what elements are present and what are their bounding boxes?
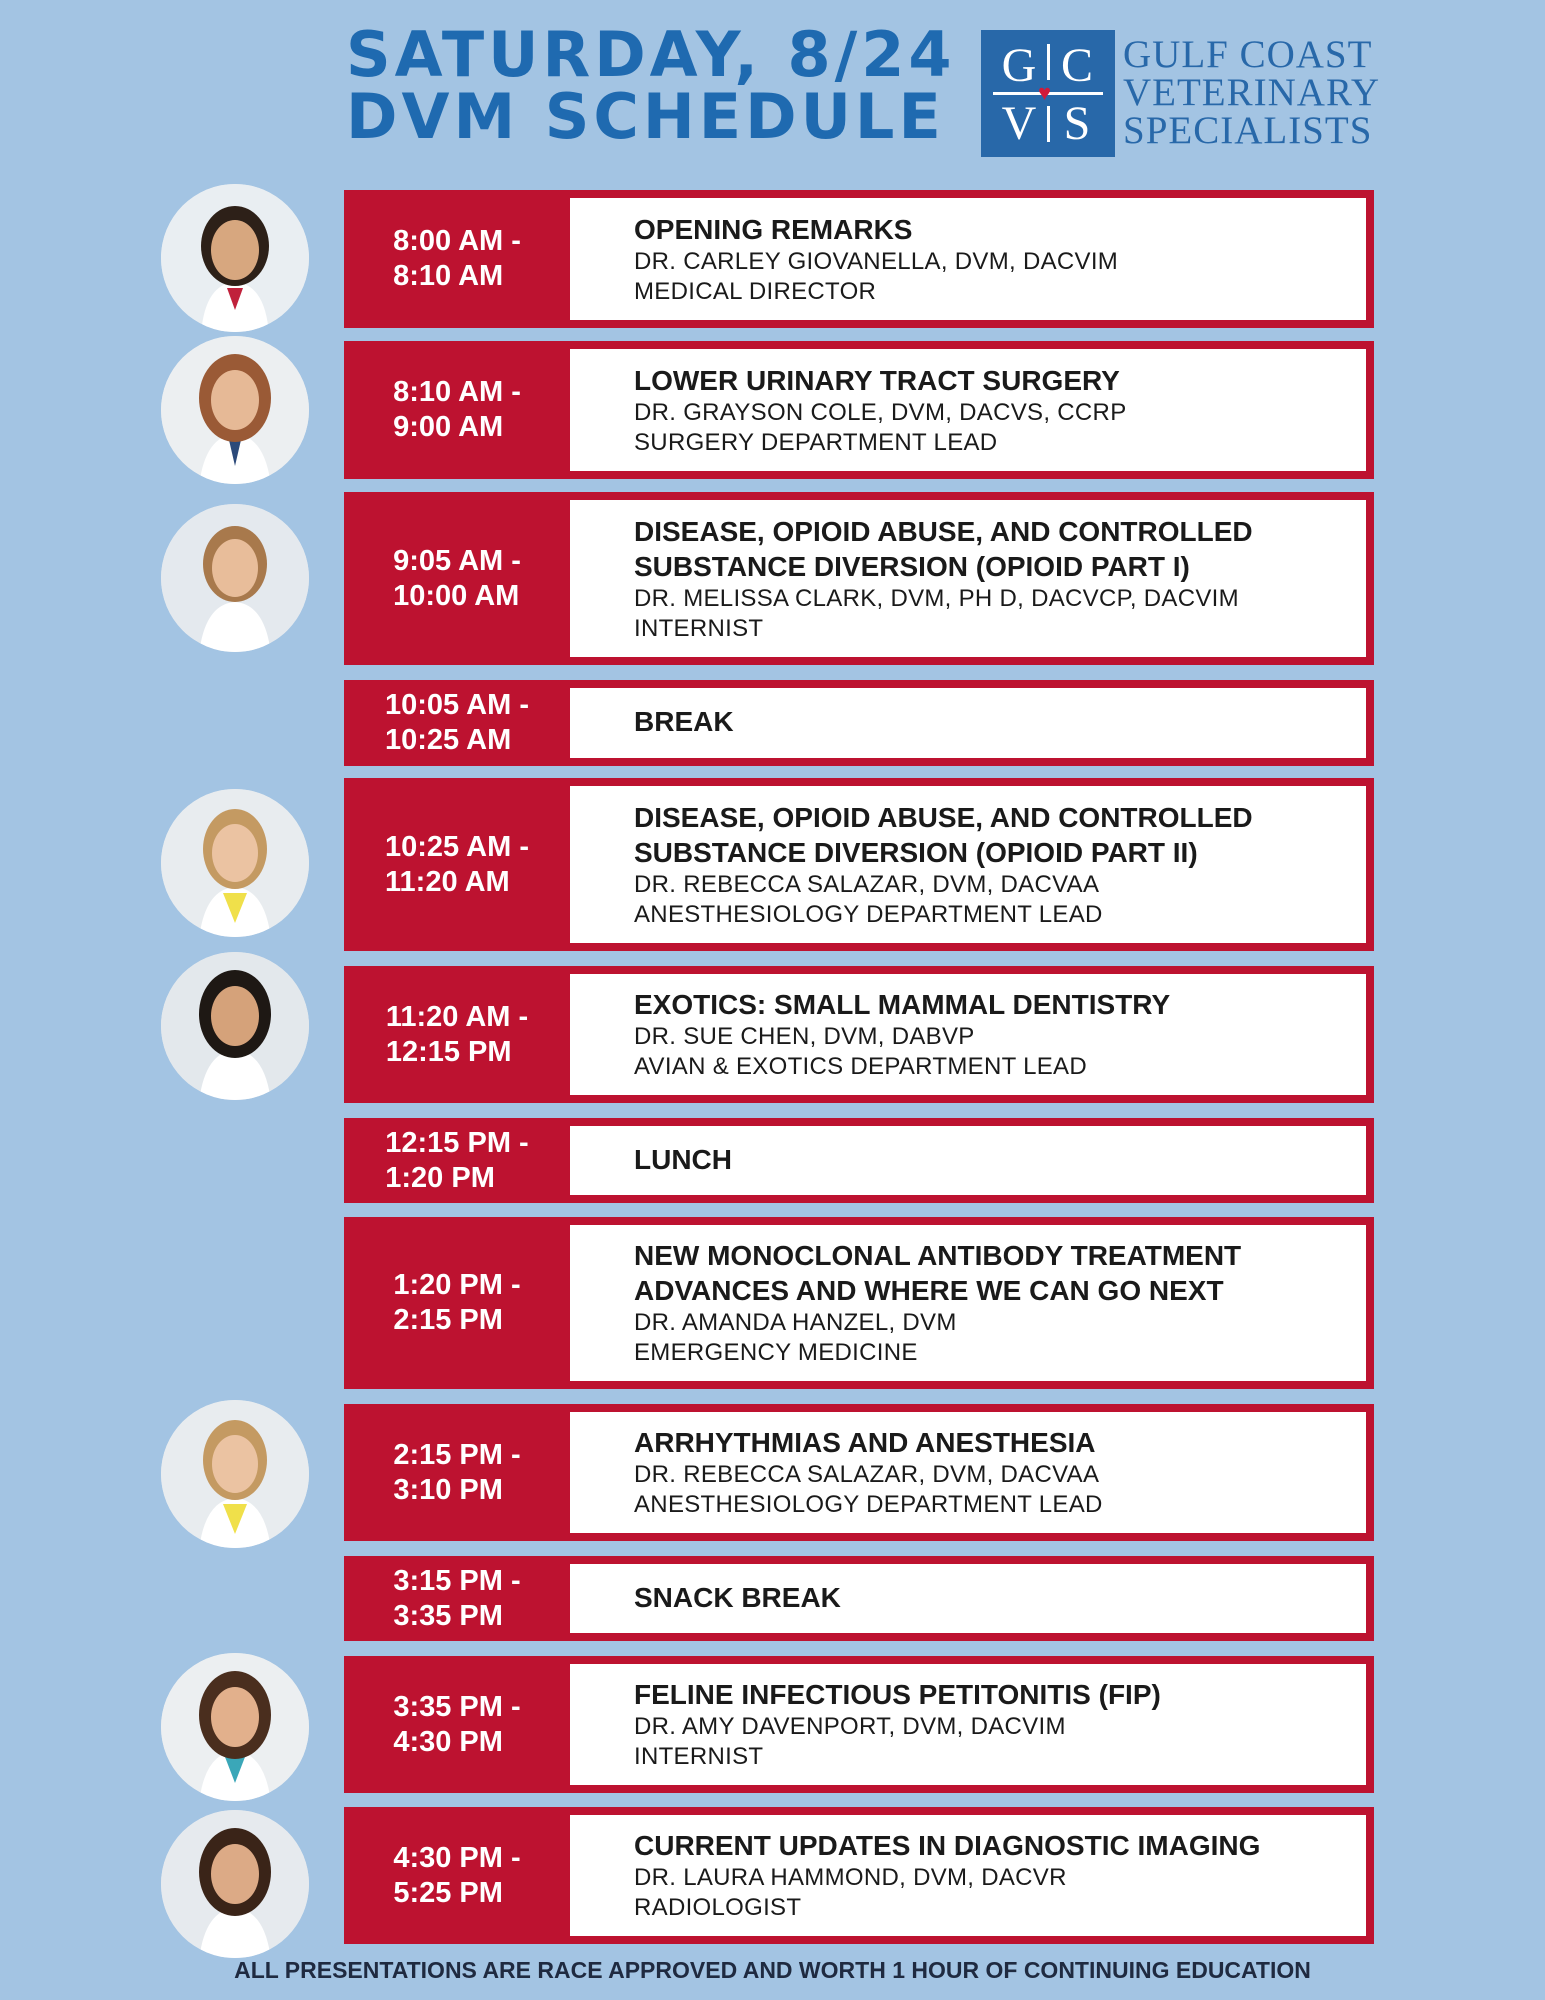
- session-speaker: DR. SUE CHEN, DVM, DABVP: [634, 1023, 975, 1050]
- speaker-role: SURGERY DEPARTMENT LEAD: [634, 428, 998, 456]
- time-start: 10:25 AM -: [385, 830, 529, 863]
- speaker-role: INTERNIST: [634, 614, 764, 642]
- schedule-row: [344, 190, 1374, 328]
- org-name: [1123, 33, 1380, 152]
- time-end: 10:00 AM: [393, 579, 520, 612]
- time-end: 1:20 PM: [385, 1161, 495, 1194]
- session-details: [570, 1664, 1366, 1785]
- speaker-photo: [161, 952, 309, 1100]
- session-time: [344, 341, 570, 479]
- session-speaker: DR. AMANDA HANZEL, DVM: [634, 1309, 957, 1336]
- session-time: [344, 1404, 570, 1541]
- session-title-line-2: SUBSTANCE DIVERSION (OPIOID PART II): [634, 836, 1198, 868]
- session-details: [570, 974, 1366, 1095]
- title-line-2: DVM SCHEDULE: [346, 80, 945, 153]
- session-speaker: DR. REBECCA SALAZAR, DVM, DACVAA: [634, 870, 1100, 898]
- time-start: 4:30 PM -: [393, 1841, 521, 1874]
- time-end: 2:15 PM: [393, 1304, 503, 1336]
- logo-letter-g: G: [1001, 39, 1037, 92]
- session-speaker: DR. LAURA HAMMOND, DVM, DACVR: [634, 1864, 1067, 1891]
- schedule-row: [344, 1807, 1374, 1944]
- session-time: [344, 778, 570, 951]
- session-time: [344, 1656, 570, 1793]
- session-time: [344, 1807, 570, 1944]
- time-start: 2:15 PM -: [393, 1438, 521, 1471]
- speaker-photo: [161, 336, 309, 484]
- session-details: [570, 500, 1366, 657]
- session-details: [570, 1412, 1366, 1533]
- heart-icon: ♥: [1038, 80, 1052, 105]
- speaker-role: ANESTHESIOLOGY DEPARTMENT LEAD: [634, 900, 1103, 928]
- gcvs-logo: [981, 30, 1115, 157]
- schedule-row: [344, 778, 1374, 951]
- session-title: LOWER URINARY TRACT SURGERY: [634, 364, 1120, 396]
- org-name-line-3: SPECIALISTS: [1123, 109, 1373, 152]
- session-details: [570, 1815, 1366, 1936]
- time-end: 11:20 AM: [385, 865, 510, 898]
- page-title: [346, 18, 956, 153]
- time-start: 9:05 AM -: [393, 544, 521, 577]
- session-time: [344, 1217, 570, 1389]
- session-details: [570, 688, 1366, 758]
- session-time: [344, 1556, 570, 1641]
- session-time: [344, 966, 570, 1103]
- session-details: [570, 349, 1366, 471]
- session-time: [344, 680, 570, 766]
- schedule-row: [344, 492, 1374, 665]
- session-speaker: DR. GRAYSON COLE, DVM, DACVS, CCRP: [634, 398, 1127, 426]
- schedule-row: [344, 1404, 1374, 1541]
- time-end: 3:10 PM: [393, 1473, 503, 1506]
- session-title-line-2: SUBSTANCE DIVERSION (OPIOID PART I): [634, 550, 1190, 582]
- speaker-role: MEDICAL DIRECTOR: [634, 277, 877, 305]
- session-title: EXOTICS: SMALL MAMMAL DENTISTRY: [634, 989, 1171, 1020]
- schedule-row: [344, 1556, 1374, 1641]
- session-title-line-2: ADVANCES AND WHERE WE CAN GO NEXT: [634, 1275, 1224, 1306]
- session-speaker: DR. AMY DAVENPORT, DVM, DACVIM: [634, 1713, 1066, 1740]
- time-end: 10:25 AM: [385, 724, 512, 756]
- speaker-role: RADIOLOGIST: [634, 1894, 802, 1921]
- time-start: 11:20 AM -: [385, 1000, 529, 1033]
- logo-letter-v: V: [1001, 97, 1037, 150]
- logo-divider-vertical-bottom: [1047, 106, 1050, 142]
- speaker-photo: [161, 1653, 309, 1801]
- session-title: CURRENT UPDATES IN DIAGNOSTIC IMAGING: [634, 1830, 1261, 1861]
- session-title: NEW MONOCLONAL ANTIBODY TREATMENT: [634, 1240, 1242, 1271]
- schedule-row: [344, 1656, 1374, 1793]
- time-end: 9:00 AM: [393, 411, 504, 443]
- session-title: OPENING REMARKS: [634, 213, 913, 245]
- speaker-photo: [161, 1400, 309, 1548]
- session-details: [570, 1225, 1366, 1381]
- time-start: 8:10 AM -: [393, 376, 521, 408]
- session-details: [570, 1126, 1366, 1195]
- time-end: 5:25 PM: [393, 1876, 503, 1909]
- speaker-photo: [161, 1810, 309, 1958]
- speaker-role: ANESTHESIOLOGY DEPARTMENT LEAD: [634, 1491, 1103, 1518]
- session-title: DISEASE, OPIOID ABUSE, AND CONTROLLED: [634, 801, 1253, 833]
- title-line-1: SATURDAY, 8/24: [346, 18, 956, 91]
- session-title: DISEASE, OPIOID ABUSE, AND CONTROLLED: [634, 515, 1253, 547]
- time-start: 12:15 PM -: [385, 1126, 529, 1159]
- time-start: 3:15 PM -: [393, 1564, 521, 1597]
- session-details: [570, 198, 1366, 320]
- schedule-row: [344, 1217, 1374, 1389]
- logo-letter-c: C: [1060, 39, 1093, 92]
- schedule-row: [344, 680, 1374, 766]
- session-details: [570, 1564, 1366, 1633]
- session-title: BREAK: [634, 706, 734, 737]
- time-end: 4:30 PM: [393, 1725, 503, 1758]
- speaker-photo: [161, 789, 309, 937]
- speaker-role: EMERGENCY MEDICINE: [634, 1339, 918, 1366]
- speaker-photo: [161, 504, 309, 652]
- session-speaker: DR. MELISSA CLARK, DVM, PH D, DACVCP, DACVIM: [634, 584, 1239, 612]
- speaker-photo: [161, 184, 309, 332]
- logo-letter-s: S: [1063, 97, 1091, 150]
- org-name-line-1: GULF COAST: [1123, 33, 1373, 76]
- footer-note: ALL PRESENTATIONS ARE RACE APPROVED AND WORTH 1 HOUR OF CONTINUING EDUCATION: [234, 1957, 1311, 1983]
- session-time: [344, 492, 570, 665]
- session-title: ARRHYTHMIAS AND ANESTHESIA: [634, 1427, 1096, 1458]
- schedule-row: [344, 1118, 1374, 1203]
- schedule-row: [344, 966, 1374, 1103]
- session-speaker: DR. CARLEY GIOVANELLA, DVM, DACVIM: [634, 247, 1119, 275]
- session-title: FELINE INFECTIOUS PETITONITIS (FIP): [634, 1679, 1161, 1710]
- time-start: 1:20 PM -: [393, 1269, 521, 1301]
- time-end: 12:15 PM: [385, 1035, 512, 1068]
- time-end: 8:10 AM: [393, 260, 504, 292]
- session-speaker: DR. REBECCA SALAZAR, DVM, DACVAA: [634, 1461, 1100, 1488]
- time-start: 3:35 PM -: [393, 1690, 521, 1723]
- session-time: [344, 190, 570, 328]
- logo-divider-vertical-top: [1047, 44, 1050, 80]
- time-start: 8:00 AM -: [393, 225, 521, 257]
- schedule-row: [344, 341, 1374, 479]
- time-end: 3:35 PM: [393, 1599, 503, 1632]
- org-name-line-2: VETERINARY: [1123, 71, 1380, 114]
- session-time: [344, 1118, 570, 1203]
- speaker-role: INTERNIST: [634, 1743, 764, 1770]
- session-title: SNACK BREAK: [634, 1582, 841, 1613]
- speaker-role: AVIAN & EXOTICS DEPARTMENT LEAD: [634, 1053, 1087, 1080]
- time-start: 10:05 AM -: [385, 689, 529, 721]
- session-title: LUNCH: [634, 1144, 732, 1175]
- session-details: [570, 786, 1366, 943]
